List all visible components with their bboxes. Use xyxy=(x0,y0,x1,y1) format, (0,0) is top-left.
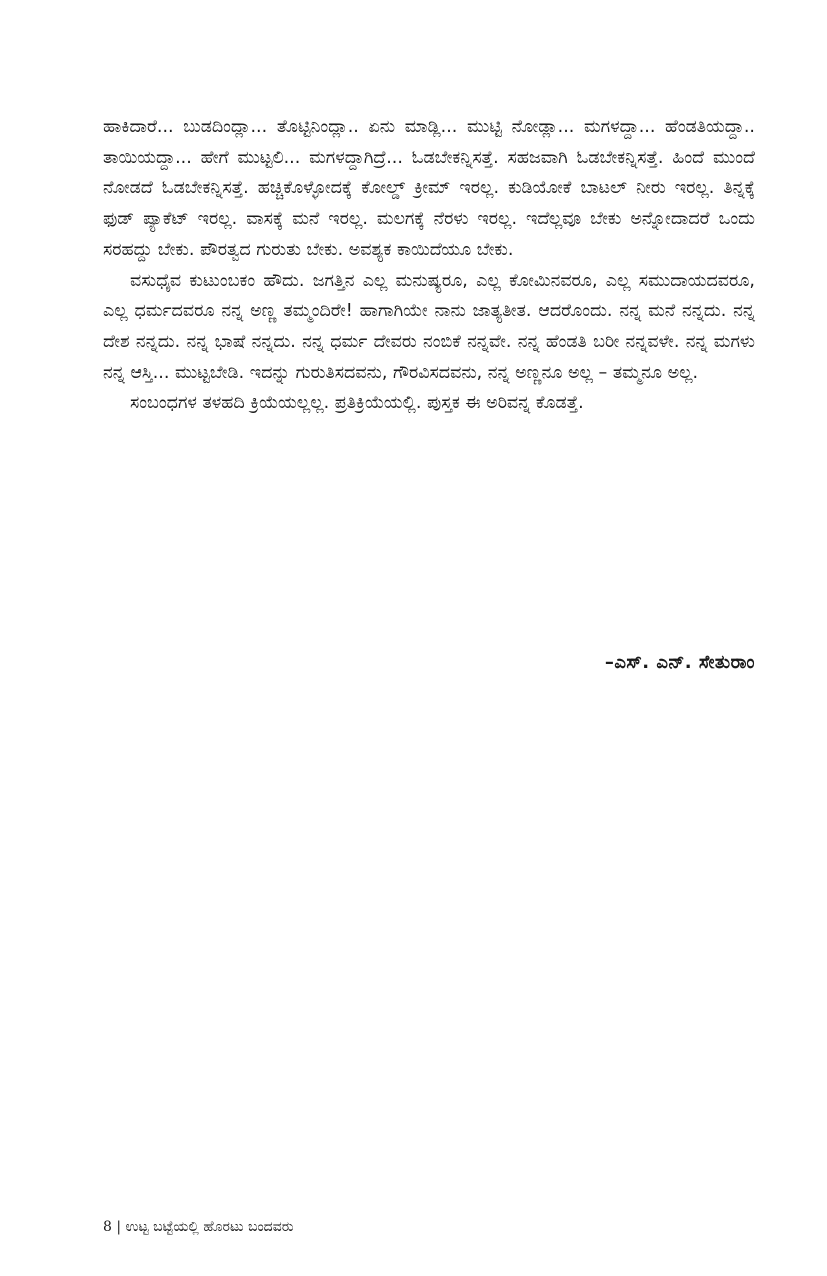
paragraph-1: ಹಾಕಿದಾರೆ... ಬುಡದಿಂದ್ಲಾ... ತೊಟ್ಟಿನಿಂದ್ಲಾ.. ಏನು ಮಾಡ್ಲಿ... ಮುಟ್ಟಿ ನೋಡ್ಲಾ... ಮಗಳದ್ದಾ... ಹೆಂಡತಿಯದ್ದಾ.. ತಾಯಿಯದ್ದಾ... ಹೇಗೆ ಮುಟ್ಟಲಿ... ಮಗಳದ್ದಾಗಿದ್ರೆ... ಓಡಬೇಕನ್ನಿಸತ್ತೆ. ಸಹಜವಾಗಿ ಓಡಬೇಕನ್ನಿಸತ್ತೆ. ಹಿಂದೆ ಮುಂದೆ ನೋಡದೆ ಓಡಬೇಕನ್ನಿಸತ್ತೆ. ಹಚ್ಚಿಕೊಳ್ಳೋದಕ್ಕೆ ಕೋಲ್ಡ್ ಕ್ರೀಮ್ ಇರಲ್ಲ. ಕುಡಿಯೋಕೆ ಬಾಟಲ್ ನೀರು ಇರಲ್ಲ. ತಿನ್ನಕ್ಕೆ ಫುಡ್ ಪ್ಯಾಕೆಟ್ ಇರಲ್ಲ. ವಾಸಕ್ಕೆ ಮನೆ ಇರಲ್ಲ. ಮಲಗಕ್ಕೆ ನೆರಳು ಇರಲ್ಲ. ಇದೆಲ್ಲವೂ ಬೇಕು ಅನ್ನೋದಾದರೆ ಒಂದು ಸರಹದ್ದು ಬೇಕು. ಪೌರತ್ವದ ಗುರುತು ಬೇಕು. ಅವಶ್ಯಕ ಕಾಯಿದೆಯೂ ಬೇಕು. xyxy=(103,117,755,260)
body-text xyxy=(103,112,755,419)
author-signature: –ಎಸ್. ಎನ್. ಸೇತುರಾಂ xyxy=(604,652,755,673)
footer-separator: | xyxy=(116,1219,122,1235)
page-footer xyxy=(103,1219,294,1235)
page-number: 8 xyxy=(103,1219,112,1235)
paragraph-3: ಸಂಬಂಧಗಳ ತಳಹದಿ ಕ್ರಿಯೆಯಲ್ಲಲ್ಲ. ಪ್ರತಿಕ್ರಿಯೆಯಲ್ಲಿ. ಪುಸ್ತಕ ಈ ಅರಿವನ್ನ ಕೊಡತ್ತೆ. xyxy=(130,393,584,414)
running-book-title: ಉಟ್ಟ ಬಟ್ಟೆಯಲ್ಲಿ ಹೊರಟು ಬಂದವರು xyxy=(125,1219,294,1235)
paragraph-2: ವಸುಧೈವ ಕುಟುಂಬಕಂ ಹೌದು. ಜಗತ್ತಿನ ಎಲ್ಲ ಮನುಷ್ಯರೂ, ಎಲ್ಲ ಕೋಮಿನವರೂ, ಎಲ್ಲ ಸಮುದಾಯದವರೂ, ಎಲ್ಲ ಧರ್ಮದವರೂ ನನ್ನ ಅಣ್ಣ ತಮ್ಮಂದಿರೇ! ಹಾಗಾಗಿಯೇ ನಾನು ಜಾತ್ಯತೀತ. ಆದರೊಂದು. ನನ್ನ ಮನೆ ನನ್ನದು. ನನ್ನ ದೇಶ ನನ್ನದು. ನನ್ನ ಭಾಷೆ ನನ್ನದು. ನನ್ನ ಧರ್ಮ ದೇವರು ನಂಬಿಕೆ ನನ್ನವೇ. ನನ್ನ ಹೆಂಡತಿ ಬರೀ ನನ್ನವಳೇ. ನನ್ನ ಮಗಳು ನನ್ನ ಆಸ್ತಿ... ಮುಟ್ಟಬೇಡಿ. ಇದನ್ನು ಗುರುತಿಸದವನು, ಗೌರವಿಸದವನು, ನನ್ನ ಅಣ್ಣನೂ ಅಲ್ಲ – ತಮ್ಮನೂ ಅಲ್ಲ. xyxy=(103,270,755,383)
